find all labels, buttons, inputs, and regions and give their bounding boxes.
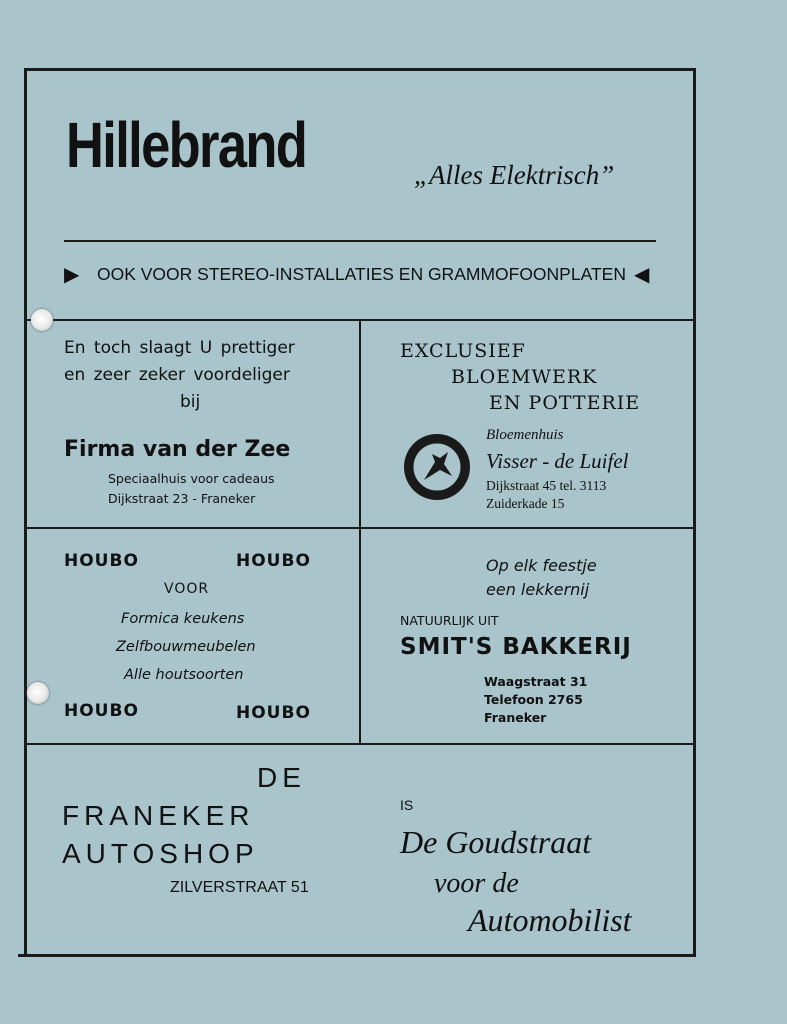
houbo-brand-bottom-left: HOUBO xyxy=(64,701,139,721)
visser-line2: BLOEMWERK xyxy=(451,366,598,388)
zee-line3: bij xyxy=(180,392,201,412)
brand-slogan: „Alles Elektrisch” xyxy=(414,160,615,190)
punch-hole-top xyxy=(31,309,53,331)
visser-shop: Bloemenhuis xyxy=(486,427,564,443)
houbo-item2: Zelfbouwmeubelen xyxy=(116,639,256,655)
zee-name: Firma van der Zee xyxy=(64,437,291,462)
arrow-right-icon: ▶ xyxy=(64,262,80,286)
visser-address2: Zuiderkade 15 xyxy=(486,496,565,511)
visser-address1: Dijkstraat 45 tel. 3113 xyxy=(486,478,607,493)
header-rule xyxy=(64,240,656,242)
smit-line2: een lekkernij xyxy=(486,580,590,599)
autoshop-line2: FRANEKER xyxy=(62,800,255,831)
frame-top xyxy=(26,68,696,71)
arrow-left-icon: ◀ xyxy=(634,262,650,286)
zee-line1: En toch slaagt U prettiger xyxy=(64,338,295,358)
smit-line1: Op elk feestje xyxy=(486,556,597,575)
visser-line3: EN POTTERIE xyxy=(489,392,641,414)
smit-address3: Franeker xyxy=(484,710,547,725)
smit-pre: NATUURLIJK UIT xyxy=(400,613,499,628)
brand-title: Hillebrand xyxy=(66,109,307,181)
zee-subtitle: Speciaalhuis voor cadeaus xyxy=(108,471,275,486)
visser-name: Visser - de Luifel xyxy=(486,449,629,473)
houbo-brand-bottom-right: HOUBO xyxy=(236,703,311,723)
houbo-voor: VOOR xyxy=(164,581,210,597)
grid-v1 xyxy=(359,319,361,744)
frame-bottom xyxy=(18,954,696,957)
houbo-brand-top-left: HOUBO xyxy=(64,551,139,571)
autoshop-address: ZILVERSTRAAT 51 xyxy=(170,879,309,896)
frame-right xyxy=(693,68,696,956)
autoshop-line1: DE xyxy=(257,762,306,793)
frame-left xyxy=(24,68,27,956)
houbo-item3: Alle houtsoorten xyxy=(124,667,244,683)
autoshop-is: IS xyxy=(400,797,414,813)
smit-address2: Telefoon 2765 xyxy=(484,692,583,707)
autoshop-script2: voor de xyxy=(434,868,519,899)
autoshop-line3: AUTOSHOP xyxy=(62,838,259,869)
houbo-brand-top-right: HOUBO xyxy=(236,551,311,571)
autoshop-script3: Automobilist xyxy=(468,902,632,938)
florist-seal-icon xyxy=(402,432,472,502)
zee-address: Dijkstraat 23 - Franeker xyxy=(108,491,256,506)
houbo-item1: Formica keukens xyxy=(121,611,245,627)
smit-name: SMIT'S BAKKERIJ xyxy=(400,634,632,660)
autoshop-script1: De Goudstraat xyxy=(400,824,592,860)
visser-line1: EXCLUSIEF xyxy=(400,340,526,362)
smit-address1: Waagstraat 31 xyxy=(484,674,588,689)
punch-hole-bottom xyxy=(27,682,49,704)
banner-text: OOK VOOR STEREO-INSTALLATIES EN GRAMMOFOONPLATEN xyxy=(97,264,626,284)
zee-line2: en zeer zeker voordeliger xyxy=(64,365,290,385)
